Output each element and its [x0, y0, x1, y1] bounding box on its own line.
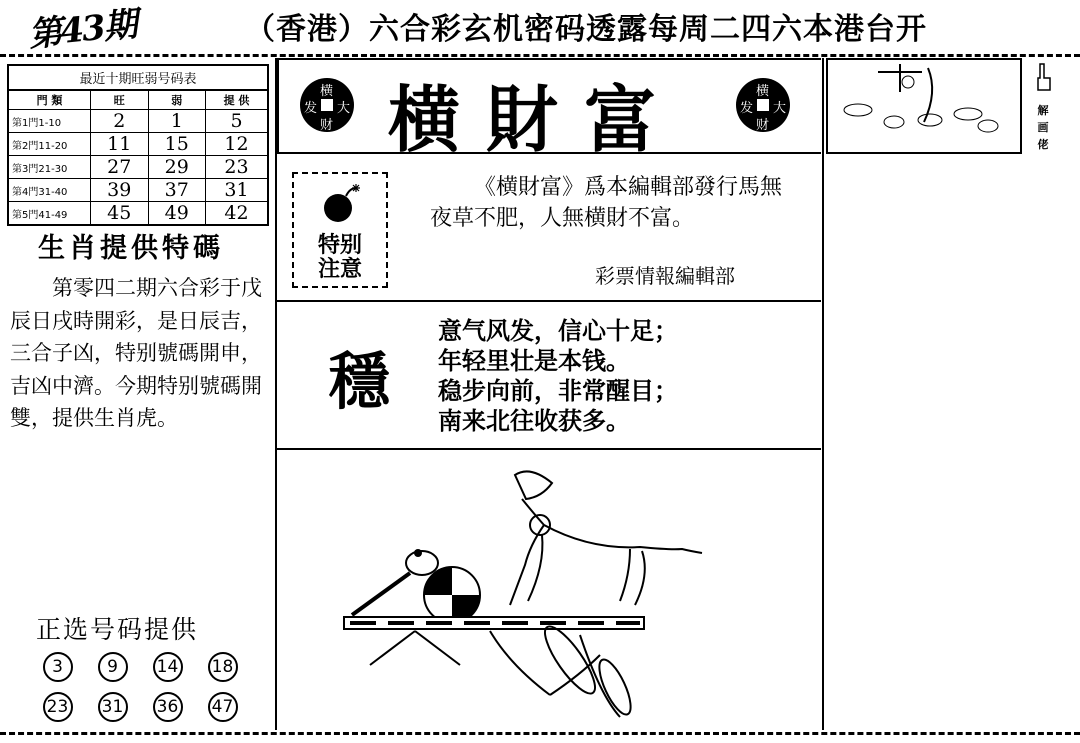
- notice-label-line: 注意: [317, 257, 362, 282]
- table-cell: 42: [206, 202, 268, 226]
- table-cell: 5: [206, 110, 268, 133]
- number-ball: 14: [153, 652, 183, 682]
- picks-title: 正选号码提供: [36, 615, 199, 644]
- table-cell: 12: [206, 133, 268, 156]
- number-ball: 18: [208, 652, 238, 682]
- coin-char: 发: [740, 101, 754, 116]
- column-header: 旺: [91, 90, 149, 110]
- coin-hole: [321, 99, 333, 111]
- coin-char: 横: [320, 84, 334, 99]
- verse-poem: [438, 316, 678, 436]
- top-divider: [0, 54, 1080, 57]
- row-label: 第4門31-40: [8, 179, 91, 202]
- coin-char: 横: [756, 84, 770, 99]
- zodiac-paragraph: 第零四二期六合彩于戊辰日戌時開彩，是日辰吉，三合子凶，特别號碼開申，吉凶中濟。今期特别號碼開雙，提供生肖虎。: [10, 276, 262, 430]
- puzzle-drawing: [838, 62, 1008, 148]
- number-ball: 3: [43, 652, 73, 682]
- table-row: [8, 110, 268, 133]
- table-cell: 45: [91, 202, 149, 226]
- coin-char: 大: [337, 101, 351, 116]
- row-label: 第5門41-49: [8, 202, 91, 226]
- editorial-signature: 彩票情報編輯部: [595, 264, 735, 288]
- hot-cold-number-table: [7, 64, 269, 226]
- table-cell: 2: [91, 110, 149, 133]
- side-label: 解画佬: [1037, 104, 1049, 151]
- column-header: 門 類: [8, 90, 91, 110]
- row-label: 第2門11-20: [8, 133, 91, 156]
- issue-number: 第43期: [26, 4, 138, 56]
- coin-char: 财: [320, 118, 334, 133]
- number-ball: 9: [98, 652, 128, 682]
- coin-char: 财: [756, 118, 770, 133]
- coin-char: 发: [304, 101, 318, 116]
- table-cell: 11: [91, 133, 149, 156]
- table-cell: 29: [148, 156, 206, 179]
- verse-line: 南来北往收获多。: [438, 407, 630, 435]
- verse-line: 年轻里壮是本钱。: [438, 347, 630, 375]
- table-cell: 27: [91, 156, 149, 179]
- row-label: 第1門1-10: [8, 110, 91, 133]
- column-header: 弱: [148, 90, 206, 110]
- pick-numbers: [30, 652, 250, 722]
- verse-line: 稳步向前，非常醒目；: [438, 377, 678, 405]
- table-row: [8, 156, 268, 179]
- table-row: [8, 179, 268, 202]
- right-column-divider: [822, 58, 824, 730]
- dog-and-ball-illustration: [330, 455, 720, 725]
- coin-char: 大: [773, 101, 787, 116]
- coin-icon-right: [736, 78, 790, 132]
- number-ball: 31: [98, 692, 128, 722]
- bottom-divider: [0, 732, 1080, 735]
- table-row: [8, 202, 268, 226]
- verse-keyword: 穩: [328, 345, 391, 418]
- banner-title: 横財富: [388, 77, 683, 162]
- row-label: 第3門21-30: [8, 156, 91, 179]
- column-header: 提 供: [206, 90, 268, 110]
- number-ball: 36: [153, 692, 183, 722]
- table-cell: 15: [148, 133, 206, 156]
- bomb-icon: [322, 180, 362, 224]
- number-ball: 23: [43, 692, 73, 722]
- notice-intro: 《横財富》爲本編輯部發行馬無夜草不肥，人無横財不富。: [430, 175, 783, 231]
- table-cell: 39: [91, 179, 149, 202]
- pointing-hand-icon: [1034, 62, 1054, 92]
- headline: （香港）六合彩玄机密码透露每周二四六本港台开: [245, 12, 927, 47]
- table-cell: 37: [148, 179, 206, 202]
- notice-label: [300, 234, 380, 282]
- coin-hole: [757, 99, 769, 111]
- table-cell: 31: [206, 179, 268, 202]
- verse-line: 意气风发，信心十足；: [438, 317, 678, 345]
- table-cell: 1: [148, 110, 206, 133]
- table-cell: 49: [148, 202, 206, 226]
- table-cell: 23: [206, 156, 268, 179]
- table-caption: 最近十期旺弱号码表: [7, 64, 269, 89]
- zodiac-section-title: 生肖提供特碼: [38, 233, 224, 264]
- table-row: [8, 133, 268, 156]
- notice-label-line: 特别: [317, 233, 362, 258]
- coin-icon-left: [300, 78, 354, 132]
- number-ball: 47: [208, 692, 238, 722]
